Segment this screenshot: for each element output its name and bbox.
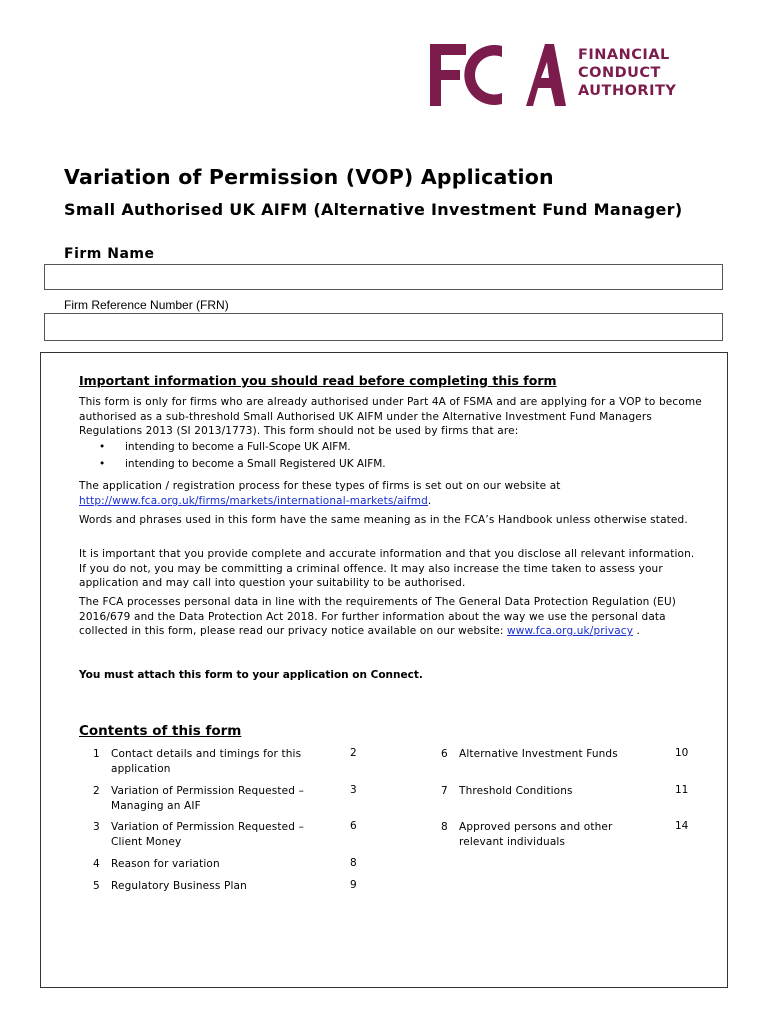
aifmd-link[interactable]: http://www.fca.org.uk/firms/markets/international-markets/aifmd xyxy=(79,494,428,507)
attach-notice: You must attach this form to your application on Connect. xyxy=(79,669,423,681)
info-paragraph-5: The FCA processes personal data in line with the requirements of The General Data Protection Regulation (EU) 2016/679 and the Data Protection Act 2018. For further information about the way we use the personal data collected in this form, please read our privacy notice available on our website: www.fca.org.uk/privacy . xyxy=(79,596,677,638)
information-box: Important information you should read before completing this form This form is only for firms who are already authorised under Part 4A of FSMA and are applying for a VOP to become authorised as a sub-threshold Small Authorised UK AIFM under the Alternative Investment Fund Managers Regulations 2013 (SI 2013/1773). This form should not be used by firms that are: • intending to become a Full-Scope UK AIFM. • intending to become a Small Registered UK AIFM. The application / registration process for these types of firms is set out on our website at http://www.fca.org.uk/firms/markets/international-markets/aifmd. Words and phrases used in this form have the same meaning as in the FCA’s Handbook unless otherwise stated. It is important that you provide complete and accurate information and that you disclose all relevant information. If you do not, you may be committing a criminal offence. It may also increase the time taken to assess your application and may call into question your suitability to be authorised. The FCA processes personal data in line with the requirements of The General Data Protection Regulation (EU) 2016/679 and the Data Protection Act 2018. For further information about the way we use the personal data collected in this form, please read our privacy notice available on our website: www.fca.org.uk/privacy . You must attach this form to your application on Connect. Contents of this form 1 Contact details and timings for this application 2 2 Variation of Permission Requested – Managing an AIF 3 3 Variation of Permission Requested – Client Money 6 4 Reason for variation 8 5 Regulatory Business Plan 9 6 Alternative Investment Funds 10 7 Threshold Conditions 11 8 Approved persons and other relevant individuals 14 xyxy=(40,352,728,988)
info-paragraph-4: It is important that you provide complete and accurate information and that you disclose all relevant information. If you do not, you may be committing a criminal offence. It may also increase the time taken to assess your application and may call into question your suitability to be authorised. xyxy=(79,548,695,590)
toc-page: 9 xyxy=(350,879,357,891)
firm-name-label: Firm Name xyxy=(64,246,155,262)
exclusion-item: • intending to become a Small Registered UK AIFM. xyxy=(79,456,704,473)
important-info-heading: Important information you should read before completing this form xyxy=(79,373,557,388)
toc-page: 6 xyxy=(350,820,357,832)
exclusion-item: • intending to become a Full-Scope UK AIFM. xyxy=(79,439,704,456)
logo-line-financial: FINANCIAL xyxy=(578,47,670,63)
frn-field[interactable] xyxy=(44,313,723,341)
toc-page: 8 xyxy=(350,857,357,869)
info-paragraph-3: Words and phrases used in this form have the same meaning as in the FCA’s Handbook unless otherwise stated. xyxy=(79,514,688,526)
logo-line-conduct: CONDUCT xyxy=(578,65,661,81)
bullet-icon: • xyxy=(99,440,106,453)
toc-page: 10 xyxy=(675,747,689,759)
toc-page: 3 xyxy=(350,784,357,796)
page-title: Variation of Permission (VOP) Application xyxy=(64,165,554,189)
logo-line-authority: AUTHORITY xyxy=(578,83,677,99)
page-subtitle: Small Authorised UK AIFM (Alternative Investment Fund Manager) xyxy=(64,200,683,219)
privacy-link[interactable]: www.fca.org.uk/privacy xyxy=(507,625,634,638)
info-paragraph-2: The application / registration process for these types of firms is set out on our website at http://www.fca.org.uk/firms/markets/international-markets/aifmd. xyxy=(79,480,561,507)
toc-page: 11 xyxy=(675,784,689,796)
exclusion-list xyxy=(79,439,704,473)
fca-logo-mark xyxy=(430,44,566,106)
fca-logo-wordmark xyxy=(578,46,676,100)
firm-name-field[interactable] xyxy=(44,264,723,290)
toc-page: 2 xyxy=(350,747,357,759)
fca-logo xyxy=(430,44,676,106)
bullet-icon: • xyxy=(99,457,106,470)
frn-label: Firm Reference Number (FRN) xyxy=(64,298,229,312)
toc-page: 14 xyxy=(675,820,689,832)
info-paragraph-1: This form is only for firms who are already authorised under Part 4A of FSMA and are applying for a VOP to become authorised as a sub-threshold Small Authorised UK AIFM under the Alternative Investment Fund Managers Regulations 2013 (SI 2013/1773). This form should not be used by firms that are: xyxy=(79,396,702,438)
contents-heading: Contents of this form xyxy=(79,723,242,739)
